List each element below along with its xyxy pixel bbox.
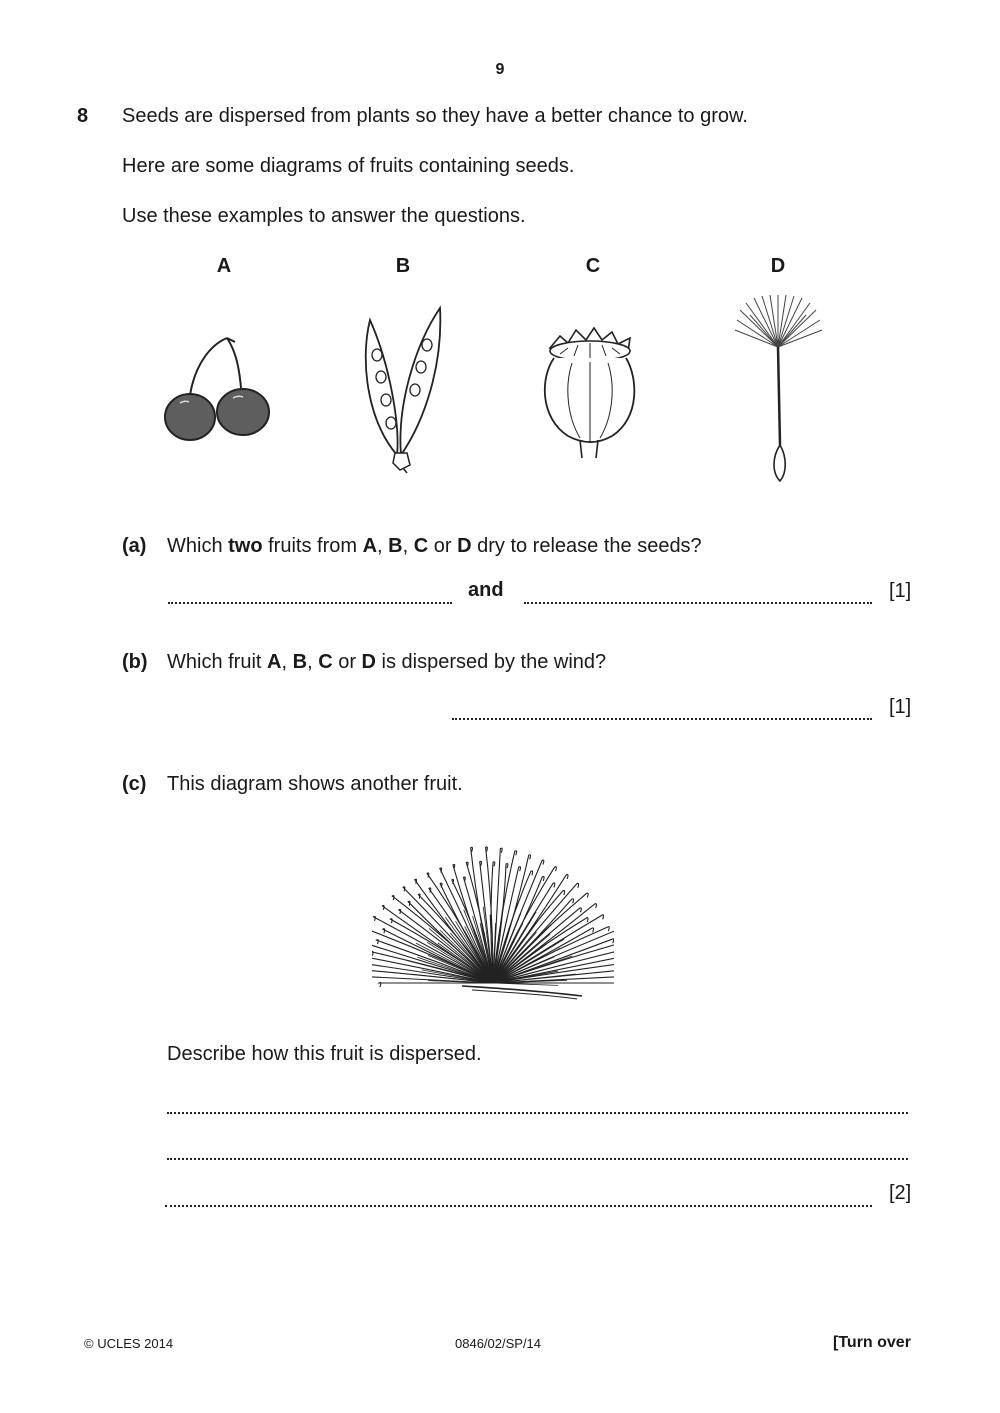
answer-c-line-3[interactable] [165,1205,872,1207]
part-c-marks: [2] [889,1182,912,1204]
figure-label-c: C [585,255,601,277]
intro-line-3: Use these examples to answer the questions. [122,205,526,227]
part-c-label: (c) [122,773,147,795]
figure-label-d: D [770,255,786,277]
part-a-question: Which two fruits from A, B, C or D dry to release the seeds? [167,535,702,557]
cherry-illustration [155,330,280,450]
burdock-fruit-illustration [372,838,614,1000]
footer-turn-over: [Turn over [833,1334,911,1351]
footer-copyright: © UCLES 2014 [84,1336,174,1351]
answer-c-line-2[interactable] [167,1158,908,1160]
footer-code: 0846/02/SP/14 [455,1336,542,1351]
part-c-text: This diagram shows another fruit. [167,773,463,795]
answer-b-line[interactable] [452,718,872,720]
page-number: 9 [495,61,505,78]
pea-pod-illustration [355,305,450,475]
question-number: 8 [77,105,89,127]
dandelion-seed-illustration [732,295,824,485]
part-a-marks: [1] [889,580,912,602]
part-b-marks: [1] [889,696,912,718]
part-b-label: (b) [122,651,148,673]
answer-a-line-1[interactable] [168,602,452,604]
part-c-prompt: Describe how this fruit is dispersed. [167,1043,482,1065]
answer-c-line-1[interactable] [167,1112,908,1114]
poppy-head-illustration [538,318,643,463]
part-a-label: (a) [122,535,147,557]
intro-line-2: Here are some diagrams of fruits containing seeds. [122,155,575,177]
answer-a-line-2[interactable] [524,602,872,604]
figure-label-a: A [216,255,232,277]
and-label: and [468,579,504,601]
figure-label-b: B [395,255,411,277]
part-b-question: Which fruit A, B, C or D is dispersed by the wind? [167,651,607,673]
intro-line-1: Seeds are dispersed from plants so they have a better chance to grow. [122,105,748,127]
